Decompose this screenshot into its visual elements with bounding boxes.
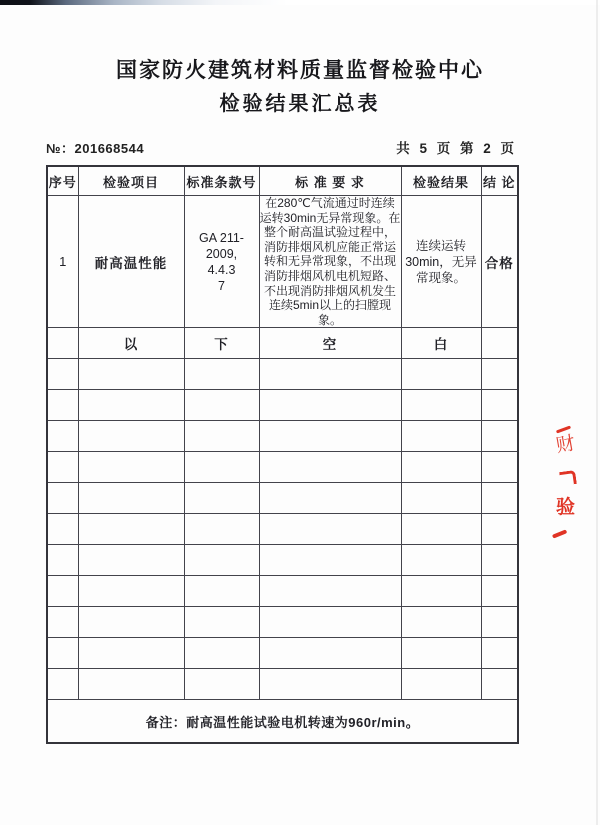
remark-text: 耐高温性能试验电机转速为960r/min。 <box>186 714 420 730</box>
empty-cell <box>78 452 184 483</box>
seal-dash-stroke-icon <box>552 529 567 538</box>
empty-cell <box>78 359 184 390</box>
empty-cell <box>78 607 184 638</box>
seal-hook-stroke-icon <box>559 470 577 486</box>
blank-below-row <box>47 328 518 359</box>
empty-cell <box>481 359 518 390</box>
page-info: 共 5 页 第 2 页 <box>396 141 517 156</box>
summary-table <box>46 165 519 744</box>
blank-cell: 下 <box>184 328 259 359</box>
empty-cell <box>184 545 259 576</box>
col-header-seq: 序号 <box>47 166 78 196</box>
doc-number-value: 201668544 <box>74 141 145 156</box>
empty-row <box>47 452 518 483</box>
empty-cell <box>259 452 401 483</box>
empty-row <box>47 607 518 638</box>
empty-cell <box>78 576 184 607</box>
empty-cell <box>259 607 401 638</box>
empty-cell <box>47 483 78 514</box>
empty-row <box>47 390 518 421</box>
empty-cell <box>259 545 401 576</box>
empty-cell <box>47 576 78 607</box>
empty-cell <box>259 669 401 700</box>
empty-cell <box>184 638 259 669</box>
cell-result: 连续运转30min，无异常现象。 <box>401 196 481 328</box>
empty-cell <box>78 638 184 669</box>
clause-line: 4.4.3 <box>207 262 236 277</box>
clause-line: 7 <box>218 278 225 293</box>
empty-cell <box>47 514 78 545</box>
remark-cell <box>47 700 518 744</box>
empty-cell <box>401 514 481 545</box>
empty-cell <box>47 545 78 576</box>
cell-conclusion: 合格 <box>481 196 518 328</box>
doc-title: 检验结果汇总表 <box>219 93 381 115</box>
empty-cell <box>47 390 78 421</box>
empty-cell <box>401 607 481 638</box>
empty-cell <box>401 669 481 700</box>
empty-cell <box>184 514 259 545</box>
empty-cell <box>481 669 518 700</box>
empty-cell <box>481 514 518 545</box>
empty-cell <box>47 607 78 638</box>
cell-requirement: 在280℃气流通过时连续运转30min无异常现象。在整个耐高温试验过程中，消防排烟风机应能正常运转和无异常现象，不出现消防排烟风机电机短路、不出现消防排烟风机发生连续5min以上的扫膛现象。 <box>259 196 401 327</box>
doc-number-label: №： <box>46 141 75 156</box>
meta-row <box>46 137 517 157</box>
empty-cell <box>78 390 184 421</box>
empty-cell <box>78 514 184 545</box>
empty-row <box>47 421 518 452</box>
seal-stroke-icon <box>556 426 571 434</box>
empty-cell <box>184 452 259 483</box>
empty-cell <box>47 669 78 700</box>
empty-cell <box>401 483 481 514</box>
doc-number <box>46 138 144 157</box>
empty-cell <box>481 545 518 576</box>
empty-cell <box>47 359 78 390</box>
empty-cell <box>481 421 518 452</box>
blank-cell: 以 <box>78 328 184 359</box>
remark-row <box>47 700 518 744</box>
cell-seq: 1 <box>47 196 78 328</box>
empty-row <box>47 545 518 576</box>
col-header-clause: 标准条款号 <box>184 166 259 196</box>
col-header-result: 检验结果 <box>401 166 481 196</box>
empty-cell <box>259 514 401 545</box>
cell-clause <box>184 196 259 328</box>
empty-cell <box>184 421 259 452</box>
scan-edge-artifact <box>0 0 600 5</box>
clause-line: 2009, <box>205 246 238 261</box>
seal-char: 验 <box>556 497 576 518</box>
empty-cell <box>401 545 481 576</box>
empty-cell <box>47 452 78 483</box>
empty-row <box>47 576 518 607</box>
col-header-conclusion: 结 论 <box>481 166 518 196</box>
empty-cell <box>401 359 481 390</box>
empty-cell <box>259 483 401 514</box>
blank-cell: 空 <box>259 328 401 359</box>
result-row-1 <box>47 196 518 328</box>
empty-cell <box>401 452 481 483</box>
red-seal-stamp <box>548 428 592 536</box>
empty-row <box>47 359 518 390</box>
empty-cell <box>47 421 78 452</box>
empty-cell <box>184 607 259 638</box>
col-header-item: 检验项目 <box>78 166 184 196</box>
empty-cell <box>481 607 518 638</box>
empty-row <box>47 638 518 669</box>
empty-cell <box>259 359 401 390</box>
blank-cell: 白 <box>401 328 481 359</box>
empty-cell <box>78 545 184 576</box>
org-title: 国家防火建筑材料质量监督检验中心 <box>116 59 484 82</box>
empty-row <box>47 483 518 514</box>
empty-cell <box>481 483 518 514</box>
blank-cell <box>481 328 518 359</box>
empty-cell <box>184 576 259 607</box>
scan-right-edge-artifact <box>596 0 598 825</box>
header-row <box>47 166 518 196</box>
remark-label: 备注： <box>145 714 187 730</box>
empty-cell <box>259 638 401 669</box>
empty-cell <box>78 483 184 514</box>
empty-cell <box>481 576 518 607</box>
empty-cell <box>259 390 401 421</box>
empty-cell <box>481 390 518 421</box>
empty-cell <box>78 669 184 700</box>
empty-row <box>47 514 518 545</box>
empty-cell <box>259 421 401 452</box>
empty-cell <box>184 483 259 514</box>
empty-cell <box>401 390 481 421</box>
col-header-requirement: 标 准 要 求 <box>259 166 401 196</box>
blank-cell <box>47 328 78 359</box>
empty-cell <box>184 669 259 700</box>
seal-partial-char: 财 <box>554 432 577 457</box>
cell-item: 耐高温性能 <box>78 196 184 328</box>
empty-cell <box>401 576 481 607</box>
empty-row <box>47 669 518 700</box>
empty-cell <box>184 390 259 421</box>
empty-cell <box>47 638 78 669</box>
summary-table-body <box>47 166 518 743</box>
empty-cell <box>259 576 401 607</box>
empty-cell <box>401 421 481 452</box>
empty-cell <box>481 452 518 483</box>
clause-line: GA 211- <box>199 230 244 245</box>
empty-cell <box>78 421 184 452</box>
empty-cell <box>481 638 518 669</box>
empty-cell <box>184 359 259 390</box>
empty-cell <box>401 638 481 669</box>
